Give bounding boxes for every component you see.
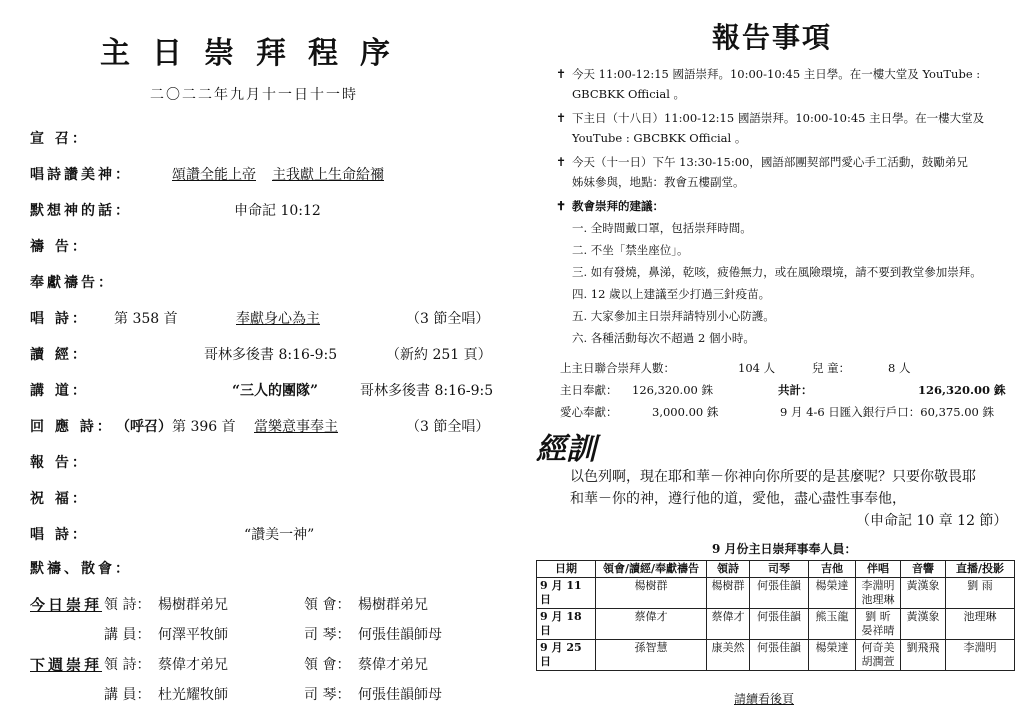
next-speaker: 杜光耀牧師 [158, 687, 228, 703]
cross-bullet-icon: ✝ [556, 67, 567, 81]
service-title: 主日崇拜程序 [100, 36, 412, 71]
response-hymn-label: 回 應 詩： [30, 419, 114, 435]
bank-transfer: 9 月 4-6 日匯入銀行戶口：60,375.00 銖 [780, 405, 994, 419]
scripture-ref: 哥林多後書 8:16-9:5 [204, 347, 338, 363]
call-to-worship-label: 宣 召： [30, 131, 89, 147]
offering-prayer-label: 奉獻禱告： [30, 275, 115, 291]
offering-label: 主日奉獻： [560, 383, 618, 397]
advice-item: 二. 不坐「禁坐座位」。 [572, 243, 689, 257]
advice-item: 四. 12 歲以上建議至少打過三針疫苗。 [572, 287, 771, 301]
closing-hymn-label: 唱 詩： [30, 527, 89, 543]
hymn-label: 唱 詩： [30, 311, 89, 327]
announcements-title: 報告事項 [712, 21, 833, 54]
benediction-label: 祝 福： [30, 491, 89, 507]
duty-table [536, 560, 1015, 671]
header-sound: 音響 [901, 561, 946, 578]
cross-bullet-icon: ✝ [556, 155, 567, 169]
header-stream: 直播/投影 [946, 561, 1015, 578]
next-worship-label: 下週崇拜 [30, 656, 103, 674]
table-header-row [537, 561, 1015, 578]
total-label: 共計： [778, 383, 813, 397]
response-call: （呼召） [116, 419, 172, 435]
today-lead: 楊樹群弟兄 [158, 597, 228, 613]
total-value: 126,320.00 銖 [918, 383, 1006, 397]
next-speaker-label: 講 員： [104, 687, 151, 703]
next-piano-label: 司 琴： [304, 687, 351, 703]
header-guitar: 吉他 [809, 561, 856, 578]
meditation-ref: 申命記 10:12 [234, 203, 321, 219]
sermon-ref: 哥林多後書 8:16-9:5 [360, 383, 494, 399]
today-worship-label: 今日崇拜 [30, 596, 103, 614]
love-offering-value: 3,000.00 銖 [652, 405, 719, 419]
announcements-label: 報 告： [30, 455, 89, 471]
sermon-title: “三人的團隊” [232, 383, 319, 399]
table-row: 9 月 25 日 孫智慧 康美然 何張佳韻 楊榮達 何奇美 胡潤萱 劉飛飛 李淵明 [537, 640, 1015, 671]
hymn-title: 奉獻身心為主 [236, 311, 320, 327]
next-preside: 蔡偉才弟兄 [358, 657, 428, 673]
response-hymn-title: 當樂意事奉主 [254, 419, 338, 435]
header-date: 日期 [537, 561, 596, 578]
notice-item: ✝ 下主日（十八日）11:00-12:15 國語崇拜。10:00-10:45 主日學。在一樓大堂及 YouTube : GBCBKK Official 。 [556, 108, 984, 148]
response-hymn-note: （3 節全唱） [406, 419, 490, 435]
next-lead: 蔡偉才弟兄 [158, 657, 228, 673]
advice-item: 六. 各種活動每次不超過 2 個小時。 [572, 331, 755, 345]
advice-title: ✝ 教會崇拜的建議： [556, 196, 664, 216]
response-hymn-number: 第 396 首 [172, 419, 236, 435]
duty-caption: 9 月份主日崇拜事奉人員： [712, 542, 857, 556]
praise-song-2: 主我獻上生命給禰 [272, 167, 384, 183]
verse-title: 經訓 [536, 432, 596, 467]
sermon-label: 講 道： [30, 383, 89, 399]
notice-item: ✝ 今天（十一日）下午 13:30-15:00，國語部團契部門愛心手工活動，鼓勵弟兄 姊妹參與，地點：教會五樓副堂。 [556, 152, 968, 192]
silent-prayer-label: 默禱、散會： [30, 561, 132, 577]
advice-item: 一. 全時間戴口罩，包括崇拜時間。 [572, 221, 752, 235]
today-lead-label: 領 詩： [104, 597, 151, 613]
offering-value: 126,320.00 銖 [632, 383, 713, 397]
next-preside-label: 領 會： [304, 657, 351, 673]
attendance-value: 104 人 [738, 361, 776, 375]
praise-label: 唱詩讚美神： [30, 167, 132, 183]
announcements-page [512, 0, 1024, 724]
verse-line: 和華－你的神，遵行他的道，愛他，盡心盡性事奉他， [570, 491, 906, 507]
meditation-label: 默想神的話： [30, 203, 132, 219]
next-lead-label: 領 詩： [104, 657, 151, 673]
love-offering-label: 愛心奉獻： [560, 405, 618, 419]
advice-item: 五. 大家參加主日崇拜請特別小心防護。 [572, 309, 775, 323]
today-piano-label: 司 琴： [304, 627, 351, 643]
cross-bullet-icon: ✝ [556, 111, 567, 125]
today-speaker: 何澤平牧師 [158, 627, 228, 643]
header-lead: 領詩 [707, 561, 750, 578]
today-speaker-label: 講 員： [104, 627, 151, 643]
header-vocal: 伴唱 [856, 561, 901, 578]
next-piano: 何張佳韻師母 [358, 687, 442, 703]
prayer-label: 禱 告： [30, 239, 89, 255]
notice-item: ✝ 今天 11:00-12:15 國語崇拜。10:00-10:45 主日學。在一樓大堂及 YouTube : GBCBKK Official 。 [556, 64, 980, 104]
advice-item: 三. 如有發燒，鼻涕，乾咳，疲倦無力，或在風險環境，請不要到教堂參加崇拜。 [572, 265, 982, 279]
continued-next-page: 請續看後頁 [734, 692, 795, 706]
header-preside: 領會/讀經/奉獻禱告 [596, 561, 707, 578]
cross-bullet-icon: ✝ [556, 199, 567, 213]
service-date: 二〇二二年九月十一日十一時 [150, 87, 358, 103]
scripture-page: （新約 251 頁） [386, 347, 492, 363]
verse-reference: （申命記 10 章 12 節） [856, 513, 1008, 529]
hymn-number: 第 358 首 [114, 311, 178, 327]
table-row: 9 月 18 日 蔡偉才 蔡偉才 何張佳韻 熊玉龍 劉 昕 晏祥晴 黃漢象 池理琳 [537, 609, 1015, 640]
children-label: 兒 童： [812, 361, 851, 375]
closing-hymn-title: “讚美一神” [244, 527, 315, 543]
hymn-note: （3 節全唱） [406, 311, 490, 327]
today-piano: 何張佳韻師母 [358, 627, 442, 643]
scripture-label: 讀 經： [30, 347, 89, 363]
header-piano: 司琴 [750, 561, 809, 578]
attendance-label: 上主日聯合崇拜人數： [560, 361, 675, 375]
praise-song-1: 頌讚全能上帝 [172, 167, 256, 183]
children-value: 8 人 [888, 361, 911, 375]
verse-line: 以色列啊，現在耶和華－你神向你所要的是甚麼呢？只要你敬畏耶 [570, 469, 976, 485]
today-preside-label: 領 會： [304, 597, 351, 613]
today-preside: 楊樹群弟兄 [358, 597, 428, 613]
table-row: 9 月 11 日 楊樹群 楊樹群 何張佳韻 楊榮達 李淵明 池理琳 黃漢象 劉 雨 [537, 578, 1015, 609]
